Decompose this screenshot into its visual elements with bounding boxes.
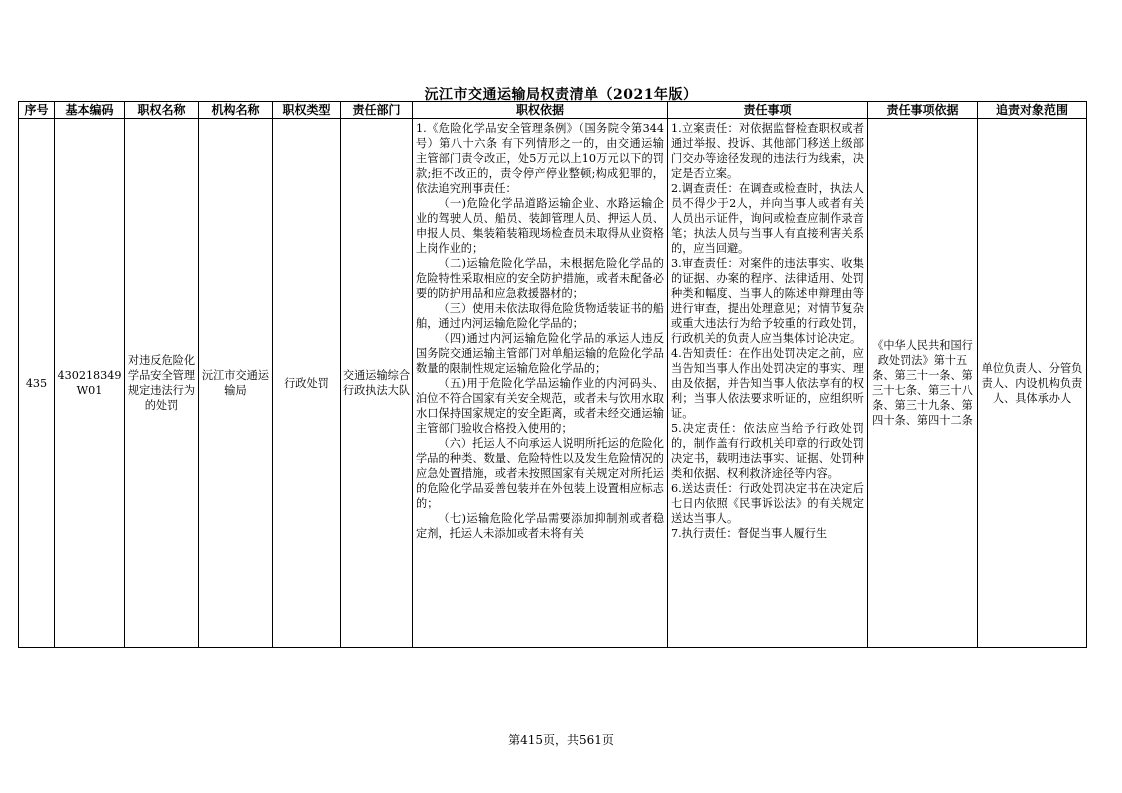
duty-item: 7.执行责任：督促当事人履行生	[671, 527, 828, 540]
row-basis	[413, 119, 668, 648]
row-accountability: 单位负责人、分管负责人、内设机构负责人、具体承办人	[978, 119, 1087, 648]
header-index: 序号	[19, 102, 55, 119]
page-title: 沅江市交通运输局权责清单（2021年版）	[424, 87, 698, 103]
basis-item: （七)运输危险化学品需要添加抑制剂或者稳定剂，托运人未添加或者未将有关	[416, 512, 664, 540]
header-power-type: 职权类型	[273, 102, 341, 119]
duty-item: 4.告知责任：在作出处罚决定之前，应当告知当事人作出处罚决定的事实、理由及依据，并告知当事人依法享有的权利；当事人依法要求听证的，应组织听证。	[671, 347, 864, 420]
page-number: 第415页，共561页	[508, 733, 614, 747]
duty-item: 6.送达责任：行政处罚决定书在决定后七日内依照《民事诉讼法》的有关规定送达当事人。	[671, 482, 864, 525]
header-agency: 机构名称	[199, 102, 273, 119]
row-duty-basis: 《中华人民共和国行政处罚法》第十五条、第三十一条、第三十七条、第三十八条、第三十九条、第四十条、第四十二条	[868, 119, 978, 648]
row-power-type: 行政处罚	[273, 119, 341, 648]
basis-item: （五)用于危险化学品运输作业的内河码头、泊位不符合国家有关安全规范，或者未与饮用水取水口保持国家规定的安全距离，或者未经交通运输主管部门验收合格投入使用的；	[416, 377, 664, 435]
header-basis: 职权依据	[413, 102, 668, 119]
header-code: 基本编码	[55, 102, 125, 119]
basis-item: （六）托运人不向承运人说明所托运的危险化学品的种类、数量、危险特性以及发生危险情况的应急处置措施，或者未按照国家有关规定对所托运的危险化学品妥善包装并在外包装上设置相应标志的；	[416, 437, 664, 510]
basis-paragraph: 1.《危险化学品安全管理条例》（国务院令第344号）第八十六条 有下列情形之一的，由交通运输主管部门责令改正，处5万元以上10万元以下的罚款;拒不改正的，责令停产停业整顿;构成犯罪的，依法追究刑事责任：	[416, 122, 664, 195]
basis-item: （三）使用未依法取得危险货物适装证书的船舶，通过内河运输危险化学品的；	[416, 302, 664, 330]
basis-item: （二)运输危险化学品，未根据危险化学品的危险特性采取相应的安全防护措施，或者未配备必要的防护用品和应急救援器材的；	[416, 257, 664, 300]
row-index: 435	[19, 119, 55, 648]
header-duty-basis: 责任事项依据	[868, 102, 978, 119]
duty-item: 3.审查责任：对案件的违法事实、收集的证据、办案的程序、法律适用、处罚种类和幅度、当事人的陈述申辩理由等进行审查，提出处理意见；对情节复杂或重大违法行为给予较重的行政处罚，行政机关的负责人应当集体讨论决定。	[671, 257, 864, 345]
power-list-table	[18, 101, 1087, 648]
basis-item: （一)危险化学品道路运输企业、水路运输企业的驾驶人员、船员、装卸管理人员、押运人员、申报人员、集装箱装箱现场检查员未取得从业资格上岗作业的；	[416, 197, 664, 255]
duty-item: 2.调查责任：在调查或检查时，执法人员不得少于2人，并向当事人或者有关人员出示证件，询问或检查应制作录音笔；执法人员与当事人有直接利害关系的，应当回避。	[671, 182, 864, 255]
row-code: 430218349W01	[55, 119, 125, 648]
header-accountability: 追责对象范围	[978, 102, 1087, 119]
row-agency: 沅江市交通运输局	[199, 119, 273, 648]
duty-item: 5.决定责任：依法应当给予行政处罚的，制作盖有行政机关印章的行政处罚决定书，载明违法事实、证据、处罚种类和依据、权利救济途径等内容。	[671, 422, 864, 480]
table-row	[19, 119, 1087, 648]
header-power-name: 职权名称	[125, 102, 199, 119]
row-department: 交通运输综合行政执法大队	[341, 119, 413, 648]
row-power-name: 对违反危险化学品安全管理规定违法行为的处罚	[125, 119, 199, 648]
header-duties: 责任事项	[668, 102, 868, 119]
row-duties	[668, 119, 868, 648]
table-header-row	[19, 102, 1087, 119]
basis-item: （四)通过内河运输危险化学品的承运人违反国务院交通运输主管部门对单船运输的危险化学品数量的限制性规定运输危险化学品的；	[416, 332, 664, 375]
header-department: 责任部门	[341, 102, 413, 119]
duty-item: 1.立案责任：对依据监督检查职权或者通过举报、投诉、其他部门移送上级部门交办等途径发现的违法行为线索，决定是否立案。	[671, 122, 864, 180]
